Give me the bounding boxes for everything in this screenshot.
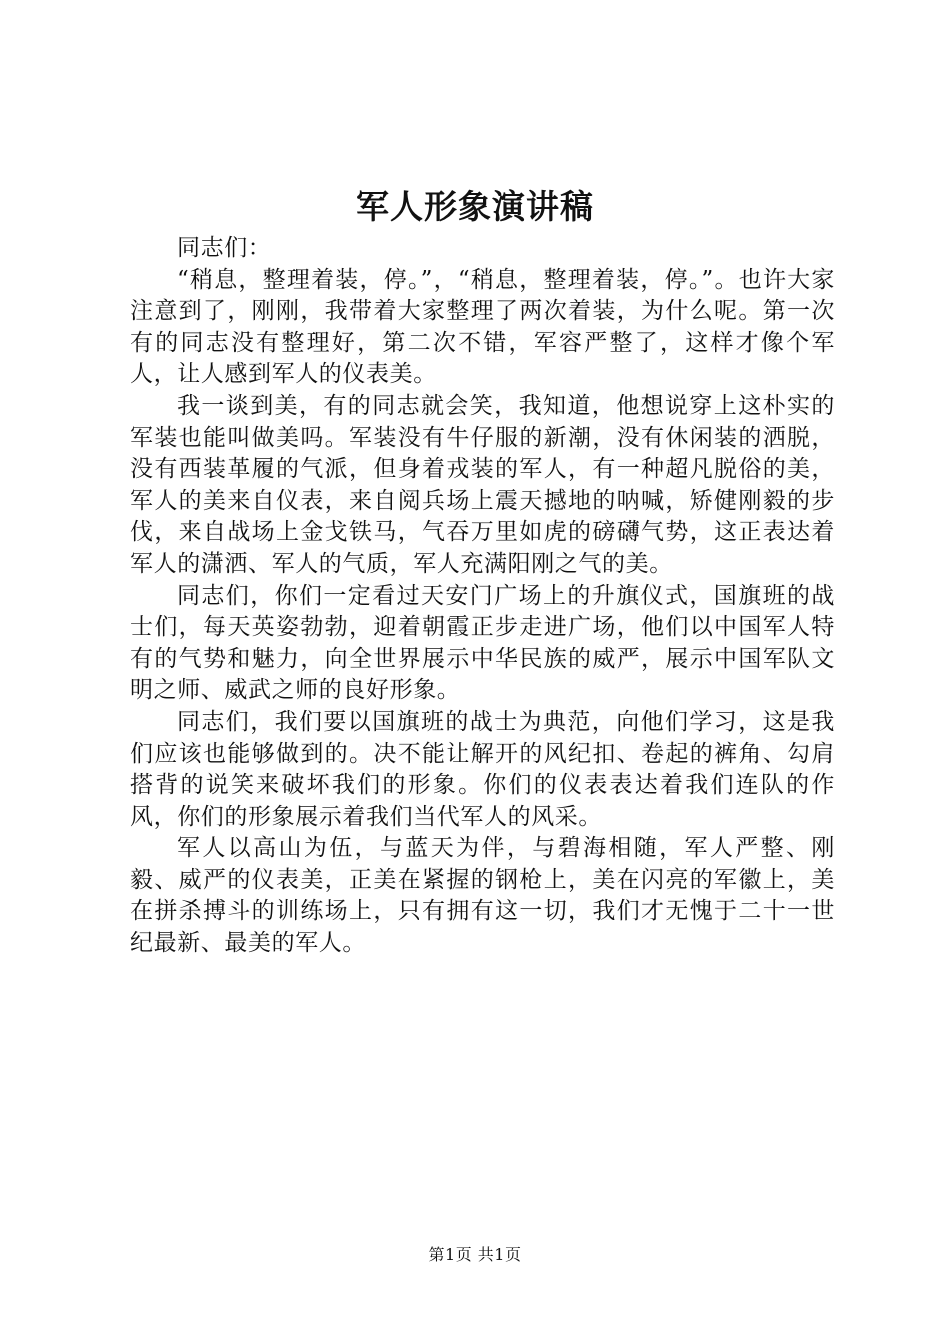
paragraph-1: “稍息，整理着装，停。”，“稍息，整理着装，停。”。也许大家注意到了，刚刚，我带着大家整理了两次着装，为什么呢。第一次有的同志没有整理好，第二次不错，军容严整了，这样才像个军人，让人感到军人的仪表美。	[130, 266, 835, 388]
paragraph-greeting: 同志们：	[177, 235, 272, 261]
paragraph-4: 同志们，我们要以国旗班的战士为典范，向他们学习，这是我们应该也能够做到的。决不能让解开的风纪扣、卷起的裤角、勾肩搭背的说笑来破坏我们的形象。你们的仪表表达着我们连队的作风，你们的形象展示着我们当代军人的风采。	[130, 708, 835, 830]
document-title: 军人形象演讲稿	[356, 187, 594, 226]
paragraph-3: 同志们，你们一定看过天安门广场上的升旗仪式，国旗班的战士们，每天英姿勃勃，迎着朝霞正步走进广场，他们以中国军人特有的气势和魅力，向全世界展示中华民族的威严，展示中国军队文明之师、威武之师的良好形象。	[130, 582, 835, 704]
page-footer: 第1页 共1页	[428, 1245, 522, 1264]
paragraph-5: 军人以高山为伍，与蓝天为伴，与碧海相随，军人严整、刚毅、威严的仪表美，正美在紧握的钢枪上，美在闪亮的军徽上，美在拼杀搏斗的训练场上，只有拥有这一切，我们才无愧于二十一世纪最新、最美的军人。	[130, 835, 835, 957]
paragraph-2: 我一谈到美，有的同志就会笑，我知道，他想说穿上这朴实的军装也能叫做美吗。军装没有牛仔服的新潮，没有休闲装的洒脱，没有西装革履的气派，但身着戎装的军人，有一种超凡脱俗的美，军人的美来自仪表，来自阅兵场上震天撼地的呐喊，矫健刚毅的步伐，来自战场上金戈铁马，气吞万里如虎的磅礴气势，这正表达着军人的潇洒、军人的气质，军人充满阳刚之气的美。	[130, 392, 835, 577]
document-body	[130, 233, 835, 960]
